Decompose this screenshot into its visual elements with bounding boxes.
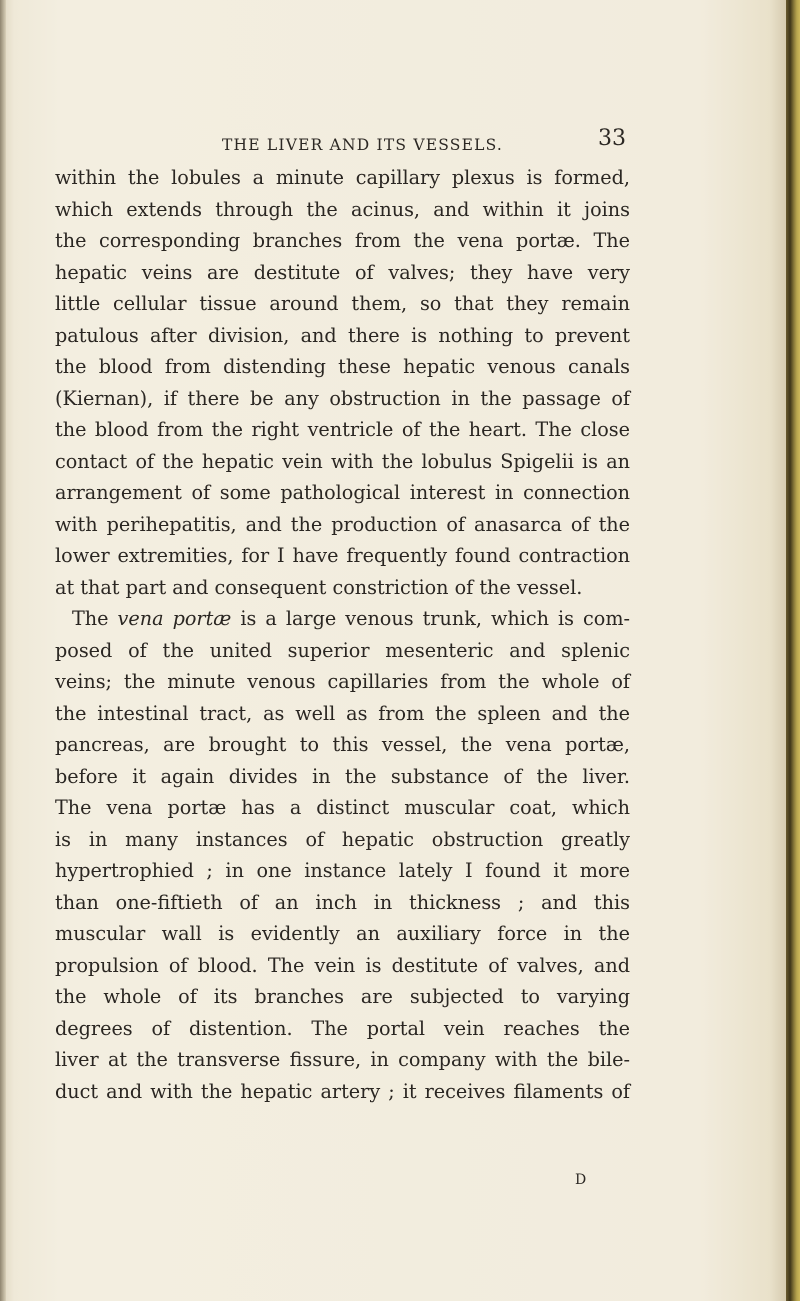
page-left-edge xyxy=(0,0,6,1301)
text-line: than one-fiftieth of an inch in thickness ; and this xyxy=(55,890,630,914)
text-line: posed of the united superior mesenteric and splenic xyxy=(55,638,630,662)
text-line: with perihepatitis, and the production of anasarca of the xyxy=(55,512,630,536)
text-line: the corresponding branches from the vena portæ. The xyxy=(55,229,630,252)
text-line: veins; the minute venous capillaries from the whole of xyxy=(55,670,630,693)
text-line: degrees of distention. The portal vein reaches the xyxy=(55,1016,630,1040)
text-line: which extends through the acinus, and within it joins xyxy=(55,197,630,221)
body-text xyxy=(55,162,630,1107)
text-line: little cellular tissue around them, so that they remain xyxy=(55,292,630,315)
text-line: hypertrophied ; in one instance lately I found it more xyxy=(55,859,630,882)
running-head: THE LIVER AND ITS VESSELS. xyxy=(222,136,504,154)
signature-mark: D xyxy=(575,1172,587,1188)
text-line: the blood from the right ventricle of the heart. The close xyxy=(55,418,630,441)
italic-term: vena portæ xyxy=(117,607,232,630)
book-binding-edge xyxy=(786,0,800,1301)
text-line: the blood from distending these hepatic venous canals xyxy=(55,355,630,378)
text-line: (Kiernan), if there be any obstruction in the passage of xyxy=(55,386,630,410)
text-line: liver at the transverse fissure, in company with the bile- xyxy=(55,1048,630,1071)
page-number: 33 xyxy=(598,126,626,151)
text-line: muscular wall is evidently an auxiliary force in the xyxy=(55,922,630,945)
text-line: the whole of its branches are subjected to varying xyxy=(55,985,630,1008)
text-line: contact of the hepatic vein with the lobulus Spigelii is an xyxy=(55,449,630,473)
text-line: at that part and consequent constriction of the vessel. xyxy=(55,575,583,599)
text-line: patulous after division, and there is nothing to prevent xyxy=(55,323,630,347)
text-segment: The xyxy=(72,607,118,630)
text-line: is in many instances of hepatic obstruction greatly xyxy=(55,827,630,851)
text-line: The vena portæ has a distinct muscular coat, which xyxy=(55,796,630,819)
text-line: arrangement of some pathological interest in connection xyxy=(55,481,630,504)
text-line: within the lobules a minute capillary plexus is formed, xyxy=(55,166,630,189)
text-line: hepatic veins are destitute of valves; they have very xyxy=(55,260,630,284)
text-line: lower extremities, for I have frequently found contraction xyxy=(55,544,630,567)
text-line: pancreas, are brought to this vessel, the vena portæ, xyxy=(55,733,630,756)
paragraph-first-line xyxy=(55,603,630,635)
text-line: before it again divides in the substance of the liver. xyxy=(55,764,630,788)
text-line: propulsion of blood. The vein is destitute of valves, and xyxy=(55,953,630,977)
text-line: duct and with the hepatic artery ; it receives filaments of xyxy=(55,1079,630,1103)
text-line: the intestinal tract, as well as from the spleen and the xyxy=(55,701,630,725)
text-segment: is a large venous trunk, which is com- xyxy=(231,607,630,630)
